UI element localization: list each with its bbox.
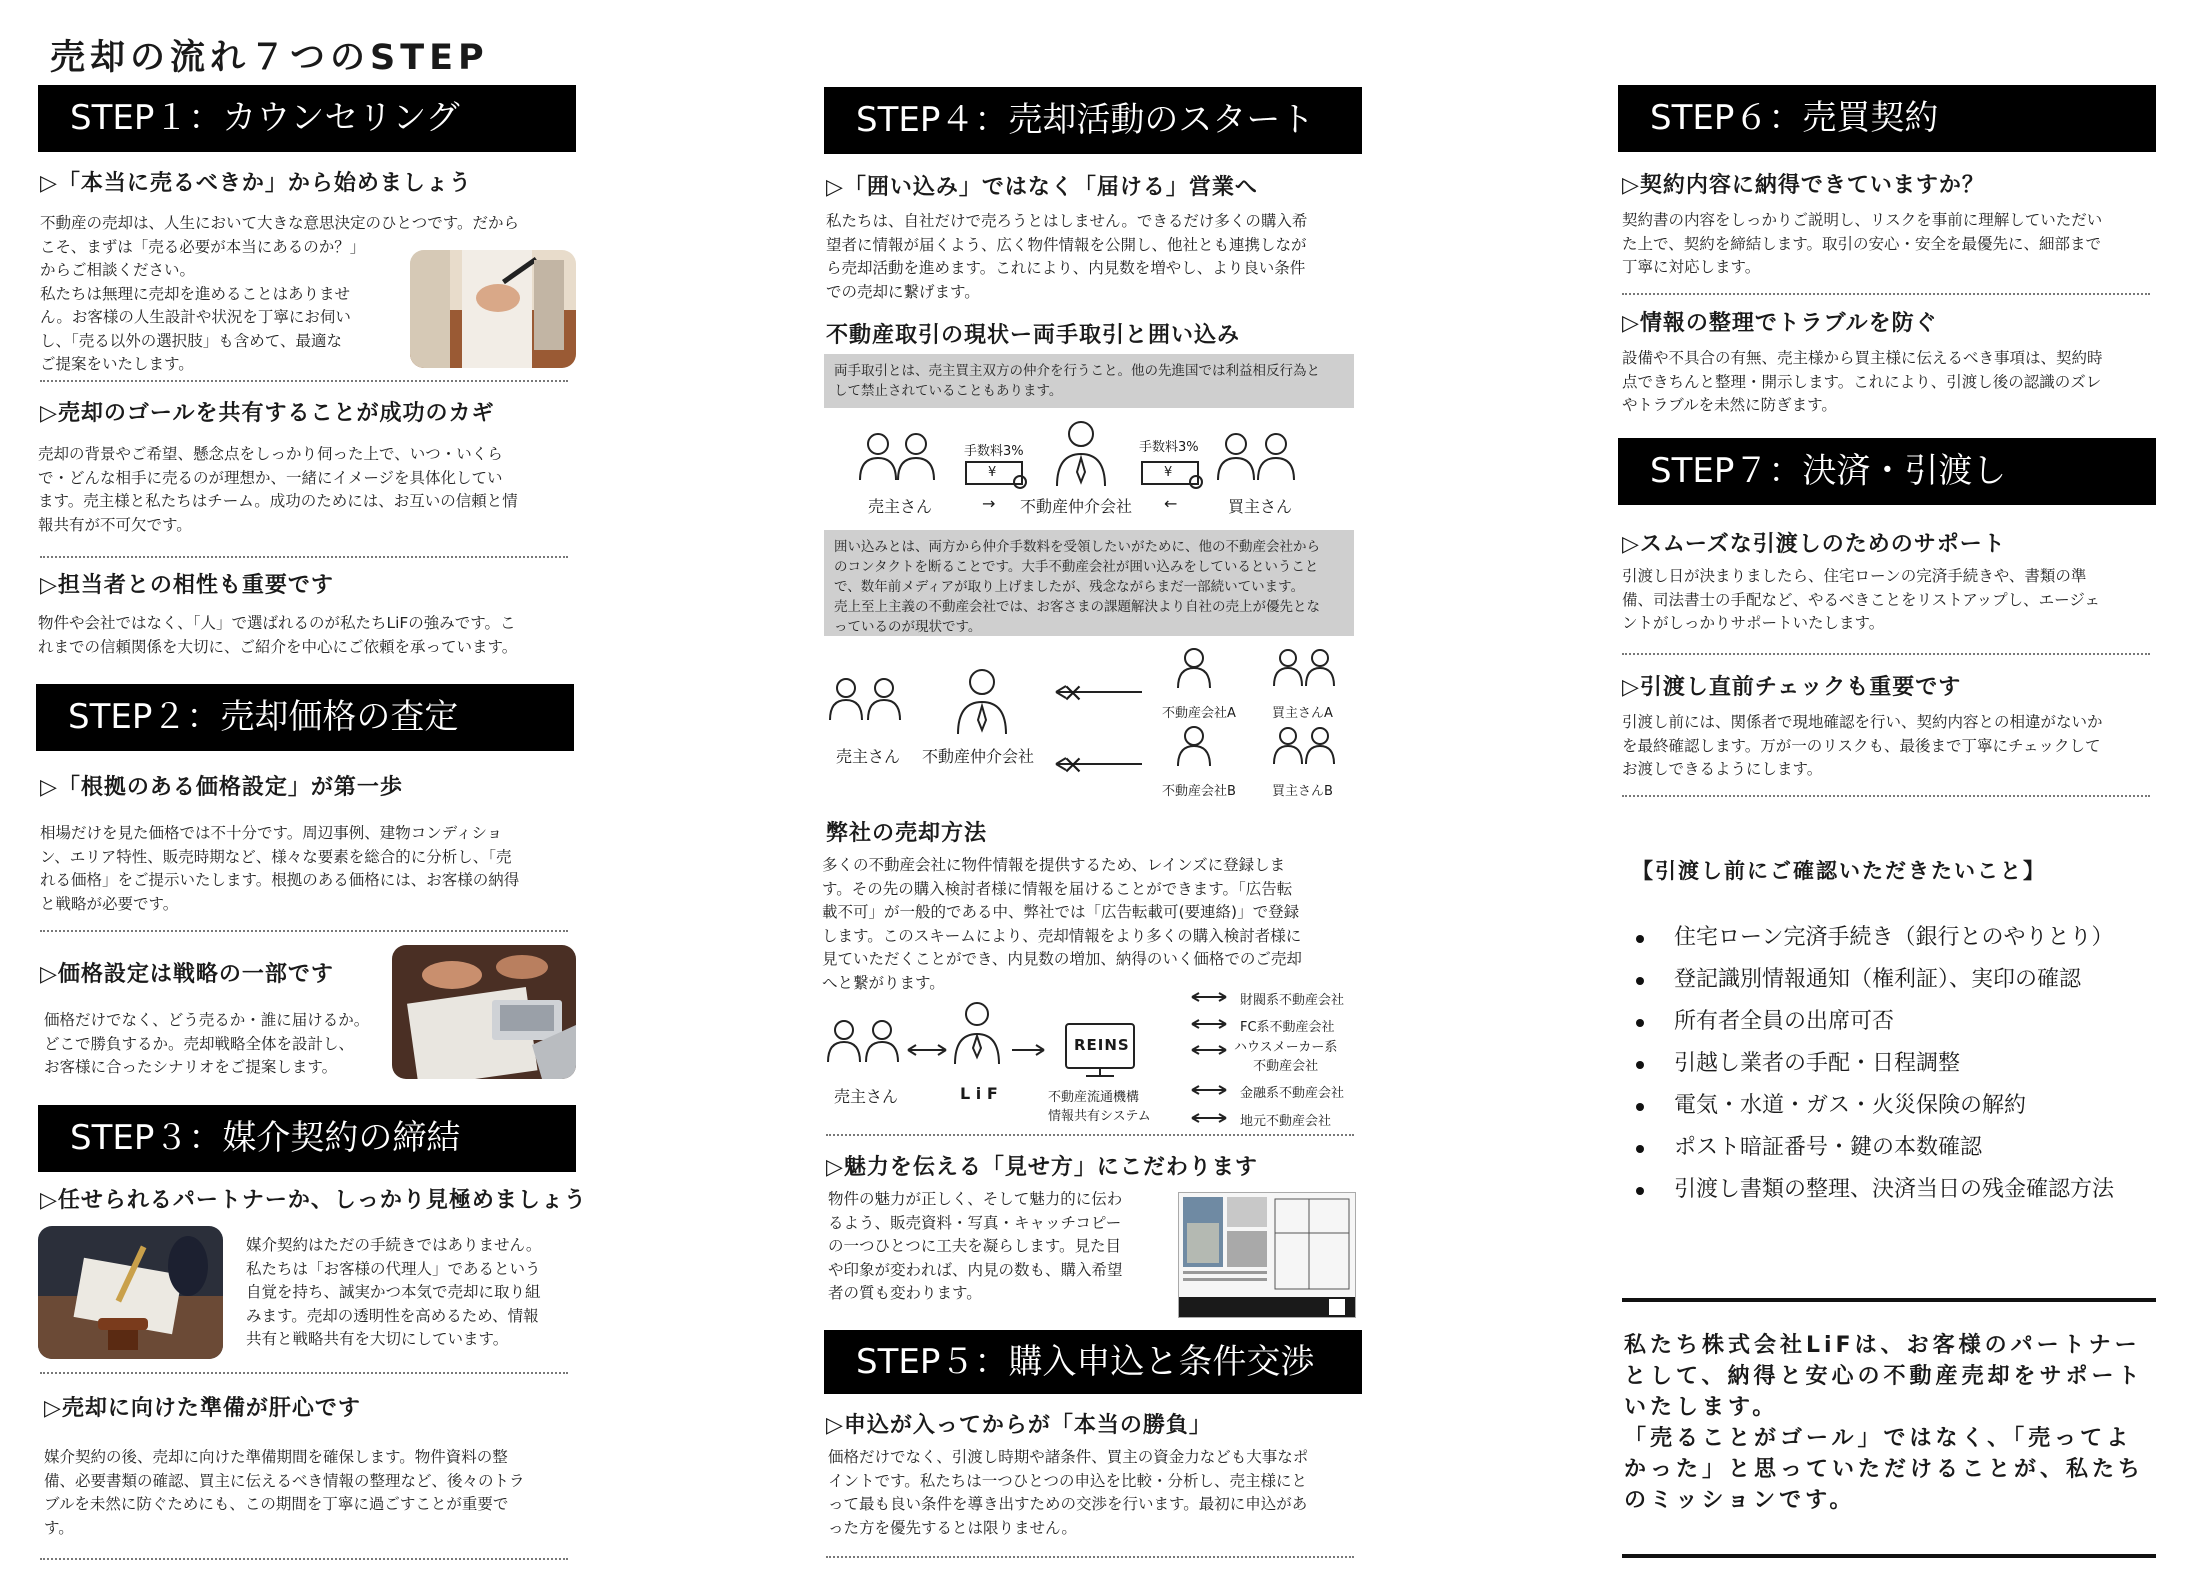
closing-message: 私たち株式会社LiFは、お客様のパートナー として、納得と安心の不動産売却をサポート いたします。 「売ることがゴール」ではなく、「売ってよ かった」と思っていただけることが、私たち のミッションです。 xyxy=(1624,1333,2145,1513)
fee-label-left: 手数料3% xyxy=(964,444,1024,459)
step7-heading-2: ▷引渡し直前チェックも重要です xyxy=(1622,675,1962,700)
checklist-title: 【引渡し前にご確認いただきたいこと】 xyxy=(1632,859,2046,883)
closing-bottom-rule xyxy=(1622,1554,2156,1558)
reins-diagram xyxy=(822,988,1362,1128)
step4-header: STEP４：売却活動のスタート xyxy=(824,87,1362,154)
buyer-b-label: 買主さんB xyxy=(1272,784,1333,799)
yen-icon-right: ¥ xyxy=(1164,465,1173,480)
step4-text-4: 物件の魅力が正しく、そして魅力的に伝わ るよう、販売資料・写真・キャッチコピー の一つひとつに工夫を凝らします。見た目 や印象が変われば、内見の数も、購入希望 者の質も変わります。 xyxy=(828,1190,1123,1302)
closing-top-rule xyxy=(1622,1298,2156,1302)
fee-label-right: 手数料3% xyxy=(1139,440,1199,455)
list-item: 引越し業者の手配・日程調整 xyxy=(1628,1043,2158,1085)
step1-heading-3: ▷担当者との相性も重要です xyxy=(40,573,334,598)
sales-flyer-image xyxy=(1178,1192,1356,1318)
company-local: 地元不動産会社 xyxy=(1240,1114,1332,1129)
step7-heading-1: ▷スムーズな引渡しのためのサポート xyxy=(1622,532,2006,557)
step4-heading-2: 不動産取引の現状ー両手取引と囲い込み xyxy=(826,323,1241,348)
arrow-right-icon: → xyxy=(982,494,996,513)
appraisal-photo xyxy=(392,945,576,1079)
step7-header: STEP７：決済・引渡し xyxy=(1618,438,2156,505)
step3-text-2: 媒介契約の後、売却に向けた準備期間を確保します。物件資料の整 備、必要書類の確認、買主に伝えるべき情報の整理など、後々のトラ ブルを未然に防ぐためにも、この期間を丁寧に過ごすことが重要で す。 xyxy=(44,1448,525,1537)
seller-label-3: 売主さん xyxy=(834,1087,899,1106)
step6-heading-2: ▷情報の整理でトラブルを防ぐ xyxy=(1622,311,1938,336)
list-item: ポスト暗証番号・鍵の本数確認 xyxy=(1628,1127,2158,1169)
checklist xyxy=(1628,917,2158,1211)
company-zaibatsu: 財閥系不動産会社 xyxy=(1240,993,1345,1008)
counseling-photo xyxy=(410,250,576,368)
step1-text-3: 物件や会社ではなく、「人」で選ばれるのが私たちLiFの強みです。こ れまでの信頼関係を大切に、ご紹介を中心にご依頼を承っています。 xyxy=(38,614,518,656)
company-finance: 金融系不動産会社 xyxy=(1240,1086,1345,1101)
step2-text-2: 価格だけでなく、どう売るか・誰に届けるか。 どこで勝負するか。売却戦略全体を設計し、 お客様に合ったシナリオをご提案します。 xyxy=(44,1011,370,1076)
step5-header: STEP５：購入申込と条件交渉 xyxy=(824,1330,1362,1394)
yen-icon-left: ¥ xyxy=(988,465,997,480)
step7-text-2: 引渡し前には、関係者で現地確認を行い、契約内容との相違がないか を最終確認します。万が一のリスクも、最後まで丁寧にチェックして お渡しできるようにします。 xyxy=(1622,713,2103,778)
step2-header: STEP２：売却価格の査定 xyxy=(36,684,574,751)
agent-label: 不動産仲介会社 xyxy=(1020,497,1133,516)
step1-heading-1: ▷「本当に売るべきか」から始めましょう xyxy=(40,171,472,196)
seller-label: 売主さん xyxy=(868,497,933,516)
enclosure-diagram xyxy=(824,646,1364,806)
step5-text-1: 価格だけでなく、引渡し時期や諸条件、買主の資金力なども大事なポ イントです。私たちは一つひとつの申込を比較・分析し、売主様にと って最も良い条件を導き出すための交渉を行います。最初に申込があ った方を優先するとは限りません。 xyxy=(828,1448,1309,1537)
list-item: 所有者全員の出席可否 xyxy=(1628,1001,2158,1043)
reins-caption: 不動産流通機構 情報共有システム xyxy=(1048,1090,1151,1124)
step2-heading-1: ▷「根拠のある価格設定」が第一歩 xyxy=(40,775,403,800)
step3-heading-2: ▷売却に向けた準備が肝心です xyxy=(44,1396,361,1421)
step7-text-1: 引渡し日が決まりましたら、住宅ローンの完済手続きや、書類の準 備、司法書士の手配など、やるべきことをリストアップし、エージェ ントがしっかりサポートいたします。 xyxy=(1622,567,2101,632)
step1-heading-2: ▷売却のゴールを共有することが成功のカギ xyxy=(40,401,495,426)
seller-label-2: 売主さん xyxy=(836,747,901,766)
step4-heading-1: ▷「囲い込み」ではなく「届ける」営業へ xyxy=(826,175,1258,200)
step3-text-1: 媒介契約はただの手続きではありません。 私たちは「お客様の代理人」であるという 自覚を持ち、誠実かつ本気で売却に取り組 みます。売却の透明性を高めるため、情報 共有と戦略共有を大切にしています。 xyxy=(246,1236,542,1348)
blocked-icon-b: × xyxy=(1062,750,1084,780)
step6-heading-1: ▷契約内容に納得できていますか？ xyxy=(1622,173,1985,198)
step3-header: STEP３：媒介契約の締結 xyxy=(38,1105,576,1172)
our-method-heading: 弊社の売却方法 xyxy=(826,821,988,846)
list-item: 電気・水道・ガス・火災保険の解約 xyxy=(1628,1085,2158,1127)
step6-header: STEP６：売買契約 xyxy=(1618,85,2156,152)
page-title: 売却の流れ７つのSTEP xyxy=(50,38,489,78)
step6-text-2: 設備や不具合の有無、売主様から買主様に伝えるべき事項は、契約時 点できちんと整理・開示します。これにより、引渡し後の認識のズレ やトラブルを未然に防ぎます。 xyxy=(1622,349,2103,414)
contract-photo xyxy=(38,1226,223,1359)
enclosure-note: 囲い込みとは、両方から仲介手数料を受領したいがために、他の不動産会社から のコンタクトを断ることです。大手不動産会社が囲い込みをしているということ で、数年前メディアが取り上げましたが、残念ながらまだ一部続いています。 売上至上主義の不動産会社では、お客さまの課題解決より自社の売上が優先とな っているのが現状です。 xyxy=(824,530,1354,636)
step4-heading-4: ▷魅力を伝える「見せ方」にこだわります xyxy=(826,1155,1258,1180)
our-method-text: 多くの不動産会社に物件情報を提供するため、レインズに登録しま す。その先の購入検討者様に情報を届けることができます。「広告転 載不可」が一般的である中、弊社では「広告転載可(要連絡)」で登録 します。このスキームにより、売却情報をより多くの購入検討者様に 見ていただくことができ、内見数の増加、納得のいく価格でのご売却 へと繋がります。 xyxy=(822,856,1302,992)
buyer-a-label: 買主さんA xyxy=(1272,706,1333,721)
dual-agency-diagram xyxy=(824,414,1364,524)
list-item: 住宅ローン完済手続き（銀行とのやりとり） xyxy=(1628,917,2158,959)
list-item: 登記識別情報通知（権利証）、実印の確認 xyxy=(1628,959,2158,1001)
blocked-icon-a: × xyxy=(1062,678,1084,708)
company-housemaker: ハウスメーカー系 不動産会社 xyxy=(1234,1040,1338,1074)
step1-text-2: 売却の背景やご希望、懸念点をしっかり伺った上で、いつ・いくら で・どんな相手に売るのが理想か、一緒にイメージを具体化してい ます。売主様と私たちはチーム。成功のためには、お互いの信頼と情 報共有が不可欠です。 xyxy=(38,445,518,534)
step1-header: STEP１：カウンセリング xyxy=(38,85,576,152)
step5-heading-1: ▷申込が入ってからが「本当の勝負」 xyxy=(826,1413,1212,1438)
step2-heading-2: ▷価格設定は戦略の一部です xyxy=(40,962,334,987)
step6-text-1: 契約書の内容をしっかりご説明し、リスクを事前に理解していただい た上で、契約を締結します。取引の安心・安全を最優先に、細部まで 丁寧に対応します。 xyxy=(1622,211,2103,276)
step3-heading-1: ▷任せられるパートナーか、しっかり見極めましょう xyxy=(40,1188,587,1213)
dual-agency-note: 両手取引とは、売主買主双方の仲介を行うこと。他の先進国では利益相反行為と して禁止されていることもあります。 xyxy=(824,354,1354,408)
step1-text-1: 不動産の売却は、人生において大きな意思決定のひとつです。だから こそ、まずは「売る必要が本当にあるのか？」 からご相談ください。 私たちは無理に売却を進めることはありませ ん。お客様の人生設計や状況を丁寧にお伺い し、「売る以外の選択肢」も含めて、最適な ご提案をいたします。 xyxy=(40,214,519,373)
firm-b-label: 不動産会社B xyxy=(1162,784,1236,799)
arrow-left-icon: ← xyxy=(1164,494,1178,513)
agent-label-2: 不動産仲介会社 xyxy=(922,747,1035,766)
list-item: 引渡し書類の整理、決済当日の残金確認方法 xyxy=(1628,1169,2158,1211)
step4-text-1: 私たちは、自社だけで売ろうとはしません。できるだけ多くの購入希 望者に情報が届くよう、広く物件情報を公開し、他社とも連携しなが ら売却活動を進めます。これにより、内見数を増やし、より良い条件 での売却に繋げます。 xyxy=(826,212,1308,301)
reins-logo: REINS xyxy=(1074,1036,1130,1054)
buyer-label: 買主さん xyxy=(1228,497,1293,516)
company-fc: FC系不動産会社 xyxy=(1240,1020,1335,1035)
step2-text-1: 相場だけを見た価格では不十分です。周辺事例、建物コンディショ ン、エリア特性、販売時期など、様々な要素を総合的に分析し、「売 れる価格」をご提示いたします。根拠のある価格には、お客様の納得 と戦略が必要です。 xyxy=(40,824,520,913)
firm-a-label: 不動産会社A xyxy=(1162,706,1236,721)
lif-label: L i F xyxy=(960,1084,998,1103)
